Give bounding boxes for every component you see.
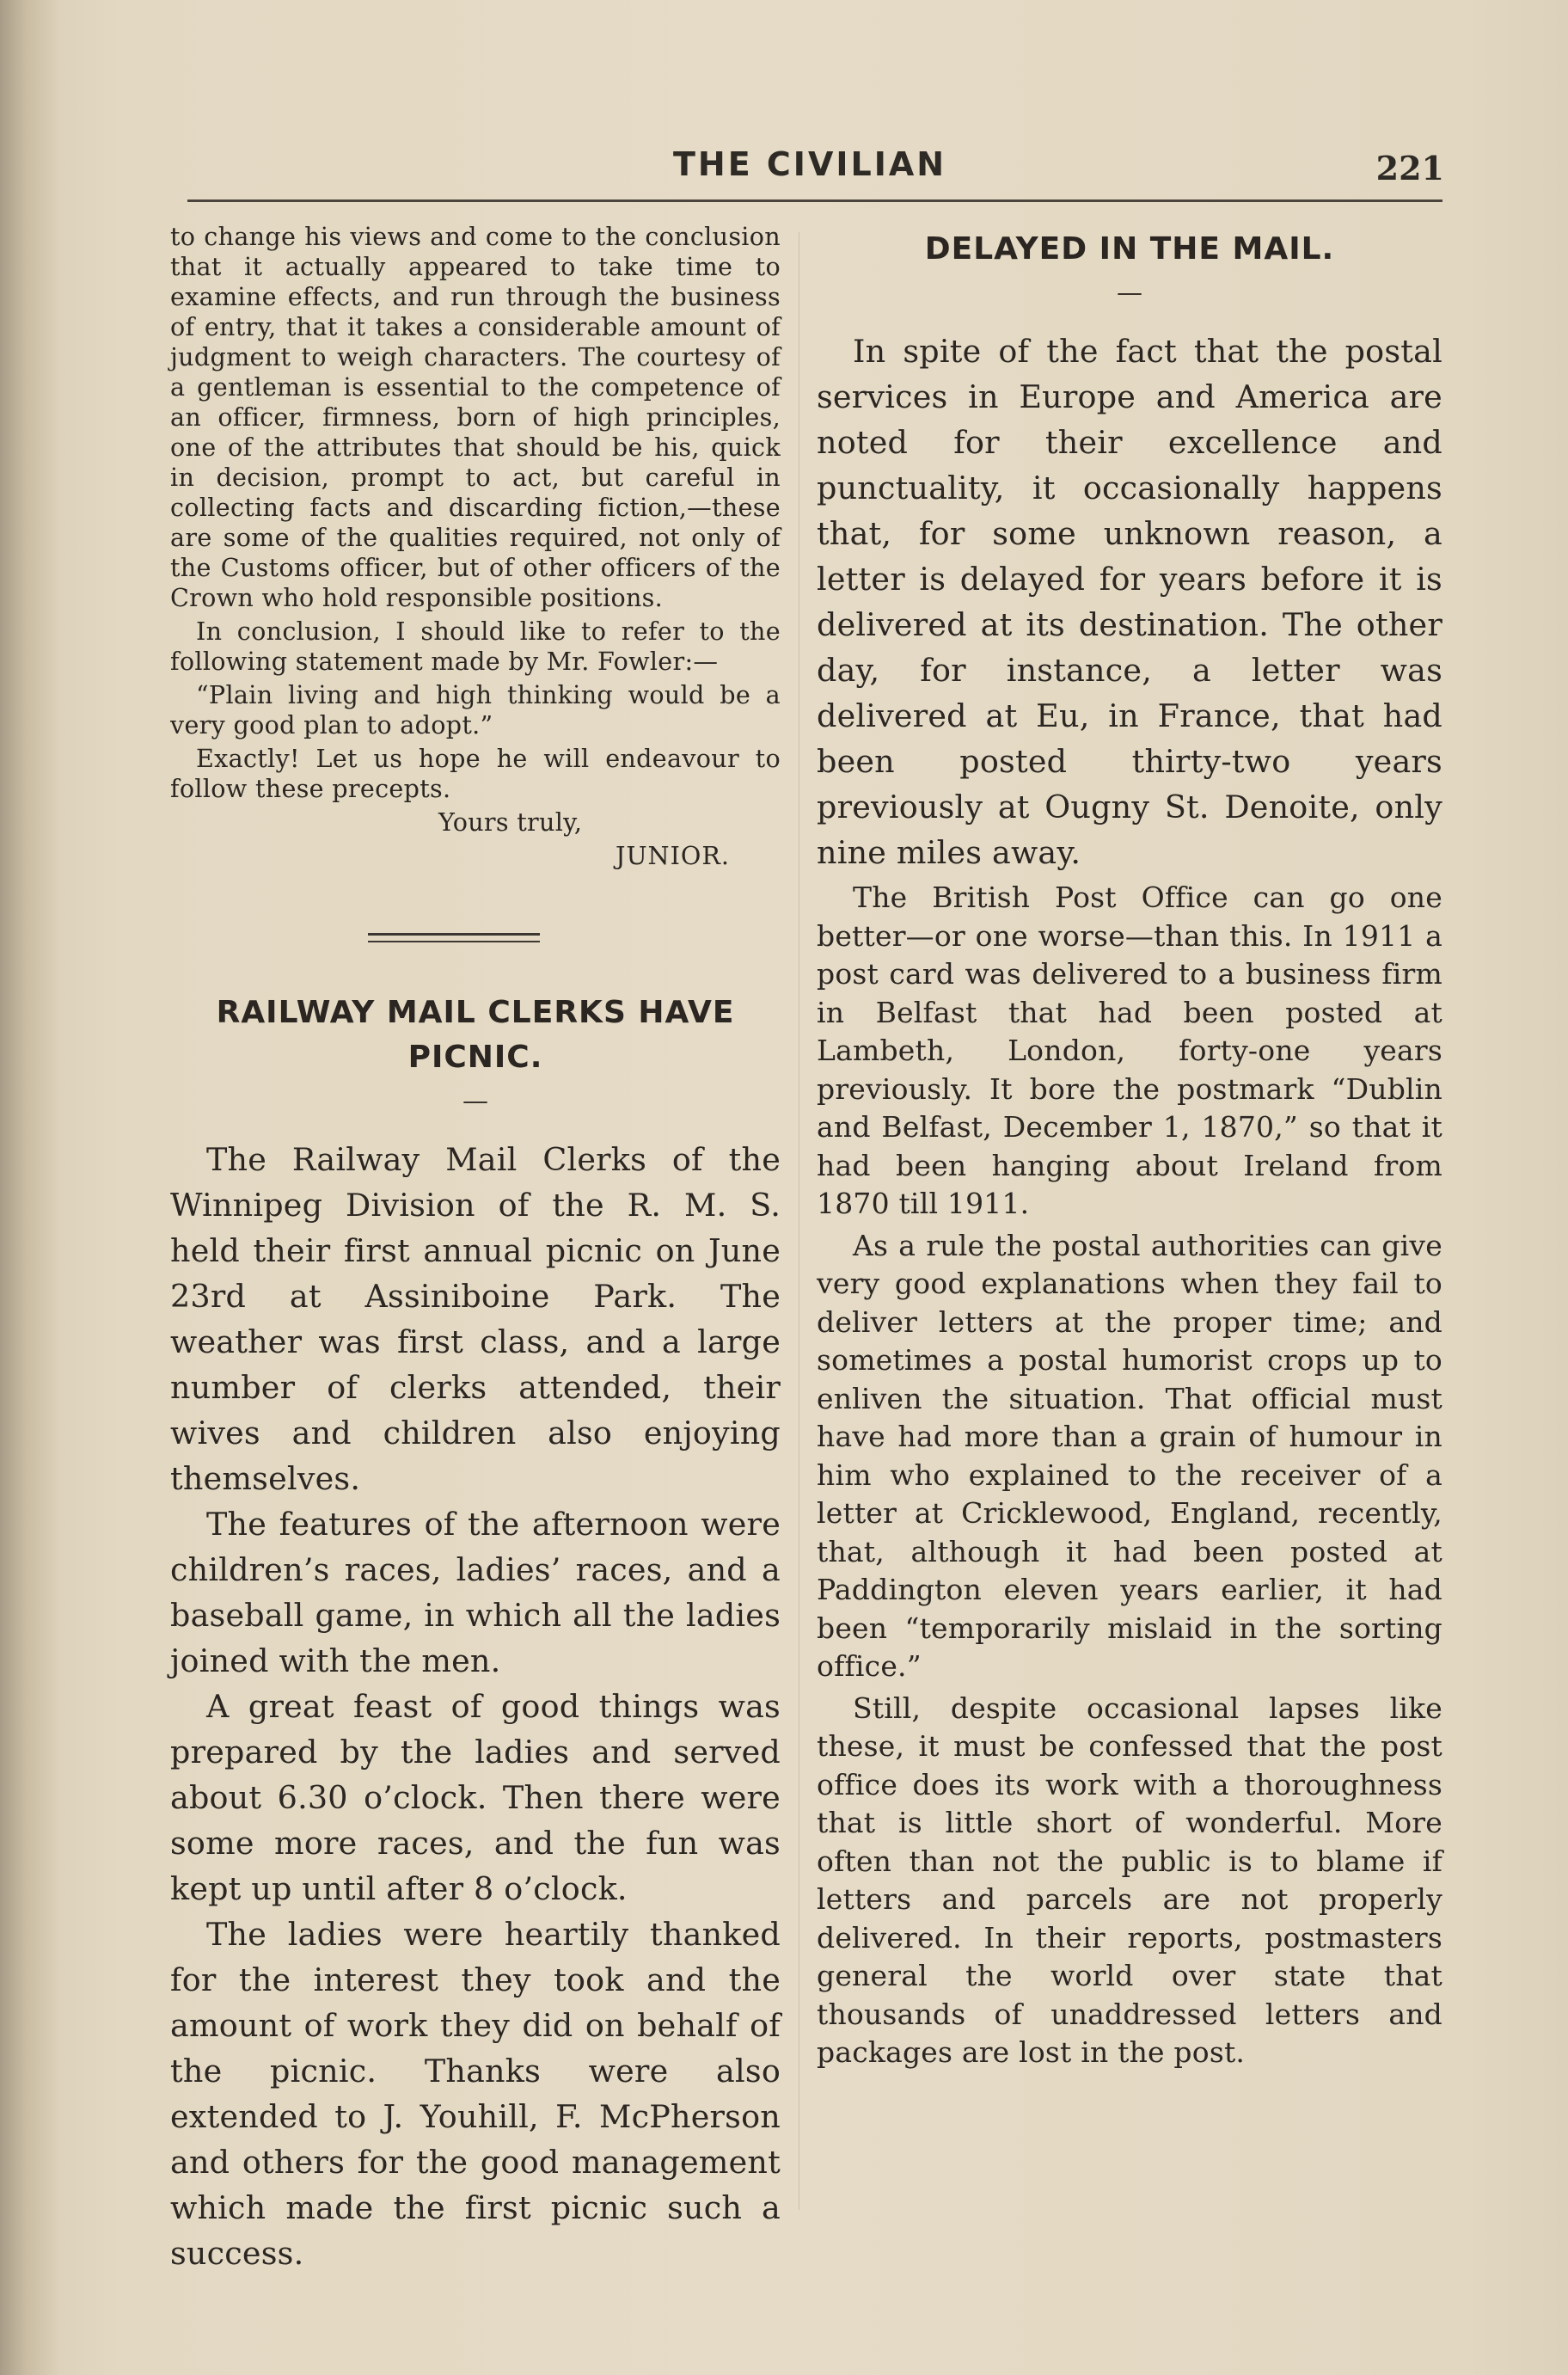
article-lead-paragraph: In spite of the fact that the postal services in Europe and America are noted for their excellence and punctuality, it occasionally happens that, for some unknown reason, a letter is delayed for years before it is delivered at its destination. The other day, for instance, a letter was delivered at Eu, in France, that had been posted thirty-two years previously at Ougny St. Denoite, only nine miles away. — [817, 333, 1442, 871]
article-paragraph: As a rule the postal authorities can give very good explanations when they fail to deliver letters at the proper time; and sometimes a postal humorist crops up to enliven the situation. That official must have had more than a grain of humour in him who explained to the receiver of a letter at Cricklewood, England, recently, that, although it had been posted at Paddington eleven years earlier, it had been “temporarily mislaid in the sorting office.” — [817, 1228, 1442, 1683]
article-paragraph: A great feast of good things was prepared by the ladies and served about 6.30 o’clock. Then there were some more races, and the fun was kept up until after 8 o’clock. — [170, 1688, 781, 1907]
article-paragraph: The British Post Office can go one better—or one worse—than this. In 1911 a post card was delivered to a business firm in Belfast that had been posted at Lambeth, London, forty-one years previously. It bore the postmark “Dublin and Belfast, December 1, 1870,” so that it had been hanging about Ireland from 1870 till 1911. — [817, 881, 1442, 1220]
picnic-article-body — [170, 1137, 781, 2276]
headline-separator: — — [462, 1086, 488, 1116]
right-column — [817, 222, 1442, 2072]
letter-paragraph: Exactly! Let us hope he will endeavour to follow these precepts. — [170, 744, 781, 803]
article-paragraph: The ladies were heartily thanked for the interest they took and the amount of work they did on behalf of the picnic. Thanks were also extended to J. Youhill, F. McPherson and others for the good management which made the first picnic such a success. — [170, 1916, 781, 2272]
letter-continuation — [170, 222, 781, 871]
letter-closing: Yours truly, — [438, 807, 583, 837]
header-rule — [187, 199, 1442, 202]
article-paragraph: The Railway Mail Clerks of the Winnipeg Division of the R. M. S. held their first annual picnic on June 23rd at Assiniboine Park. The weather was first class, and a large number of clerks attended, their wives and children also enjoying themselves. — [170, 1141, 781, 1497]
article-headline: DELAYED IN THE MAIL. — [924, 231, 1335, 267]
mail-article-lead — [817, 328, 1442, 875]
headline-separator: — — [1117, 278, 1142, 308]
page-number: 221 — [1375, 149, 1444, 187]
article-headline: RAILWAY MAIL CLERKS HAVE PICNIC. — [216, 995, 735, 1075]
letter-quote: “Plain living and high thinking would be a very good plan to adopt.” — [170, 680, 781, 740]
running-title: THE CIVILIAN — [673, 145, 947, 183]
letter-paragraph: to change his views and come to the conclusion that it actually appeared to take time to examine effects, and run through the business of entry, that it takes a considerable amount of judgment to weigh characters. The courtesy of a gentleman is essential to the competence of an officer, firmness, born of high principles, one of the attributes that should be his, quick in decision, prompt to act, but careful in collecting facts and discarding fiction,—these are some of the qualities required, not only of the Customs officer, but of other officers of the Crown who hold responsible positions. — [170, 222, 781, 612]
letter-signature: JUNIOR. — [616, 841, 730, 870]
left-column — [170, 222, 781, 2276]
article-paragraph: Still, despite occasional lapses like these, it must be confessed that the post office does its work with a thoroughness that is little short of wonderful. More often than not the public is to blame if letters and parcels are not properly delivered. In their reports, postmasters general the world over state that thousands of unaddressed letters and packages are lost in the post. — [817, 1691, 1442, 2069]
letter-paragraph: In conclusion, I should like to refer to the following statement made by Mr. Fowler:— — [170, 617, 781, 676]
mail-article-body — [817, 879, 1442, 2072]
page-header — [181, 140, 1444, 192]
section-ornament-rule — [368, 933, 540, 942]
article-paragraph: The features of the afternoon were children’s races, ladies’ races, and a baseball game, in which all the ladies joined with the men. — [170, 1506, 781, 1679]
